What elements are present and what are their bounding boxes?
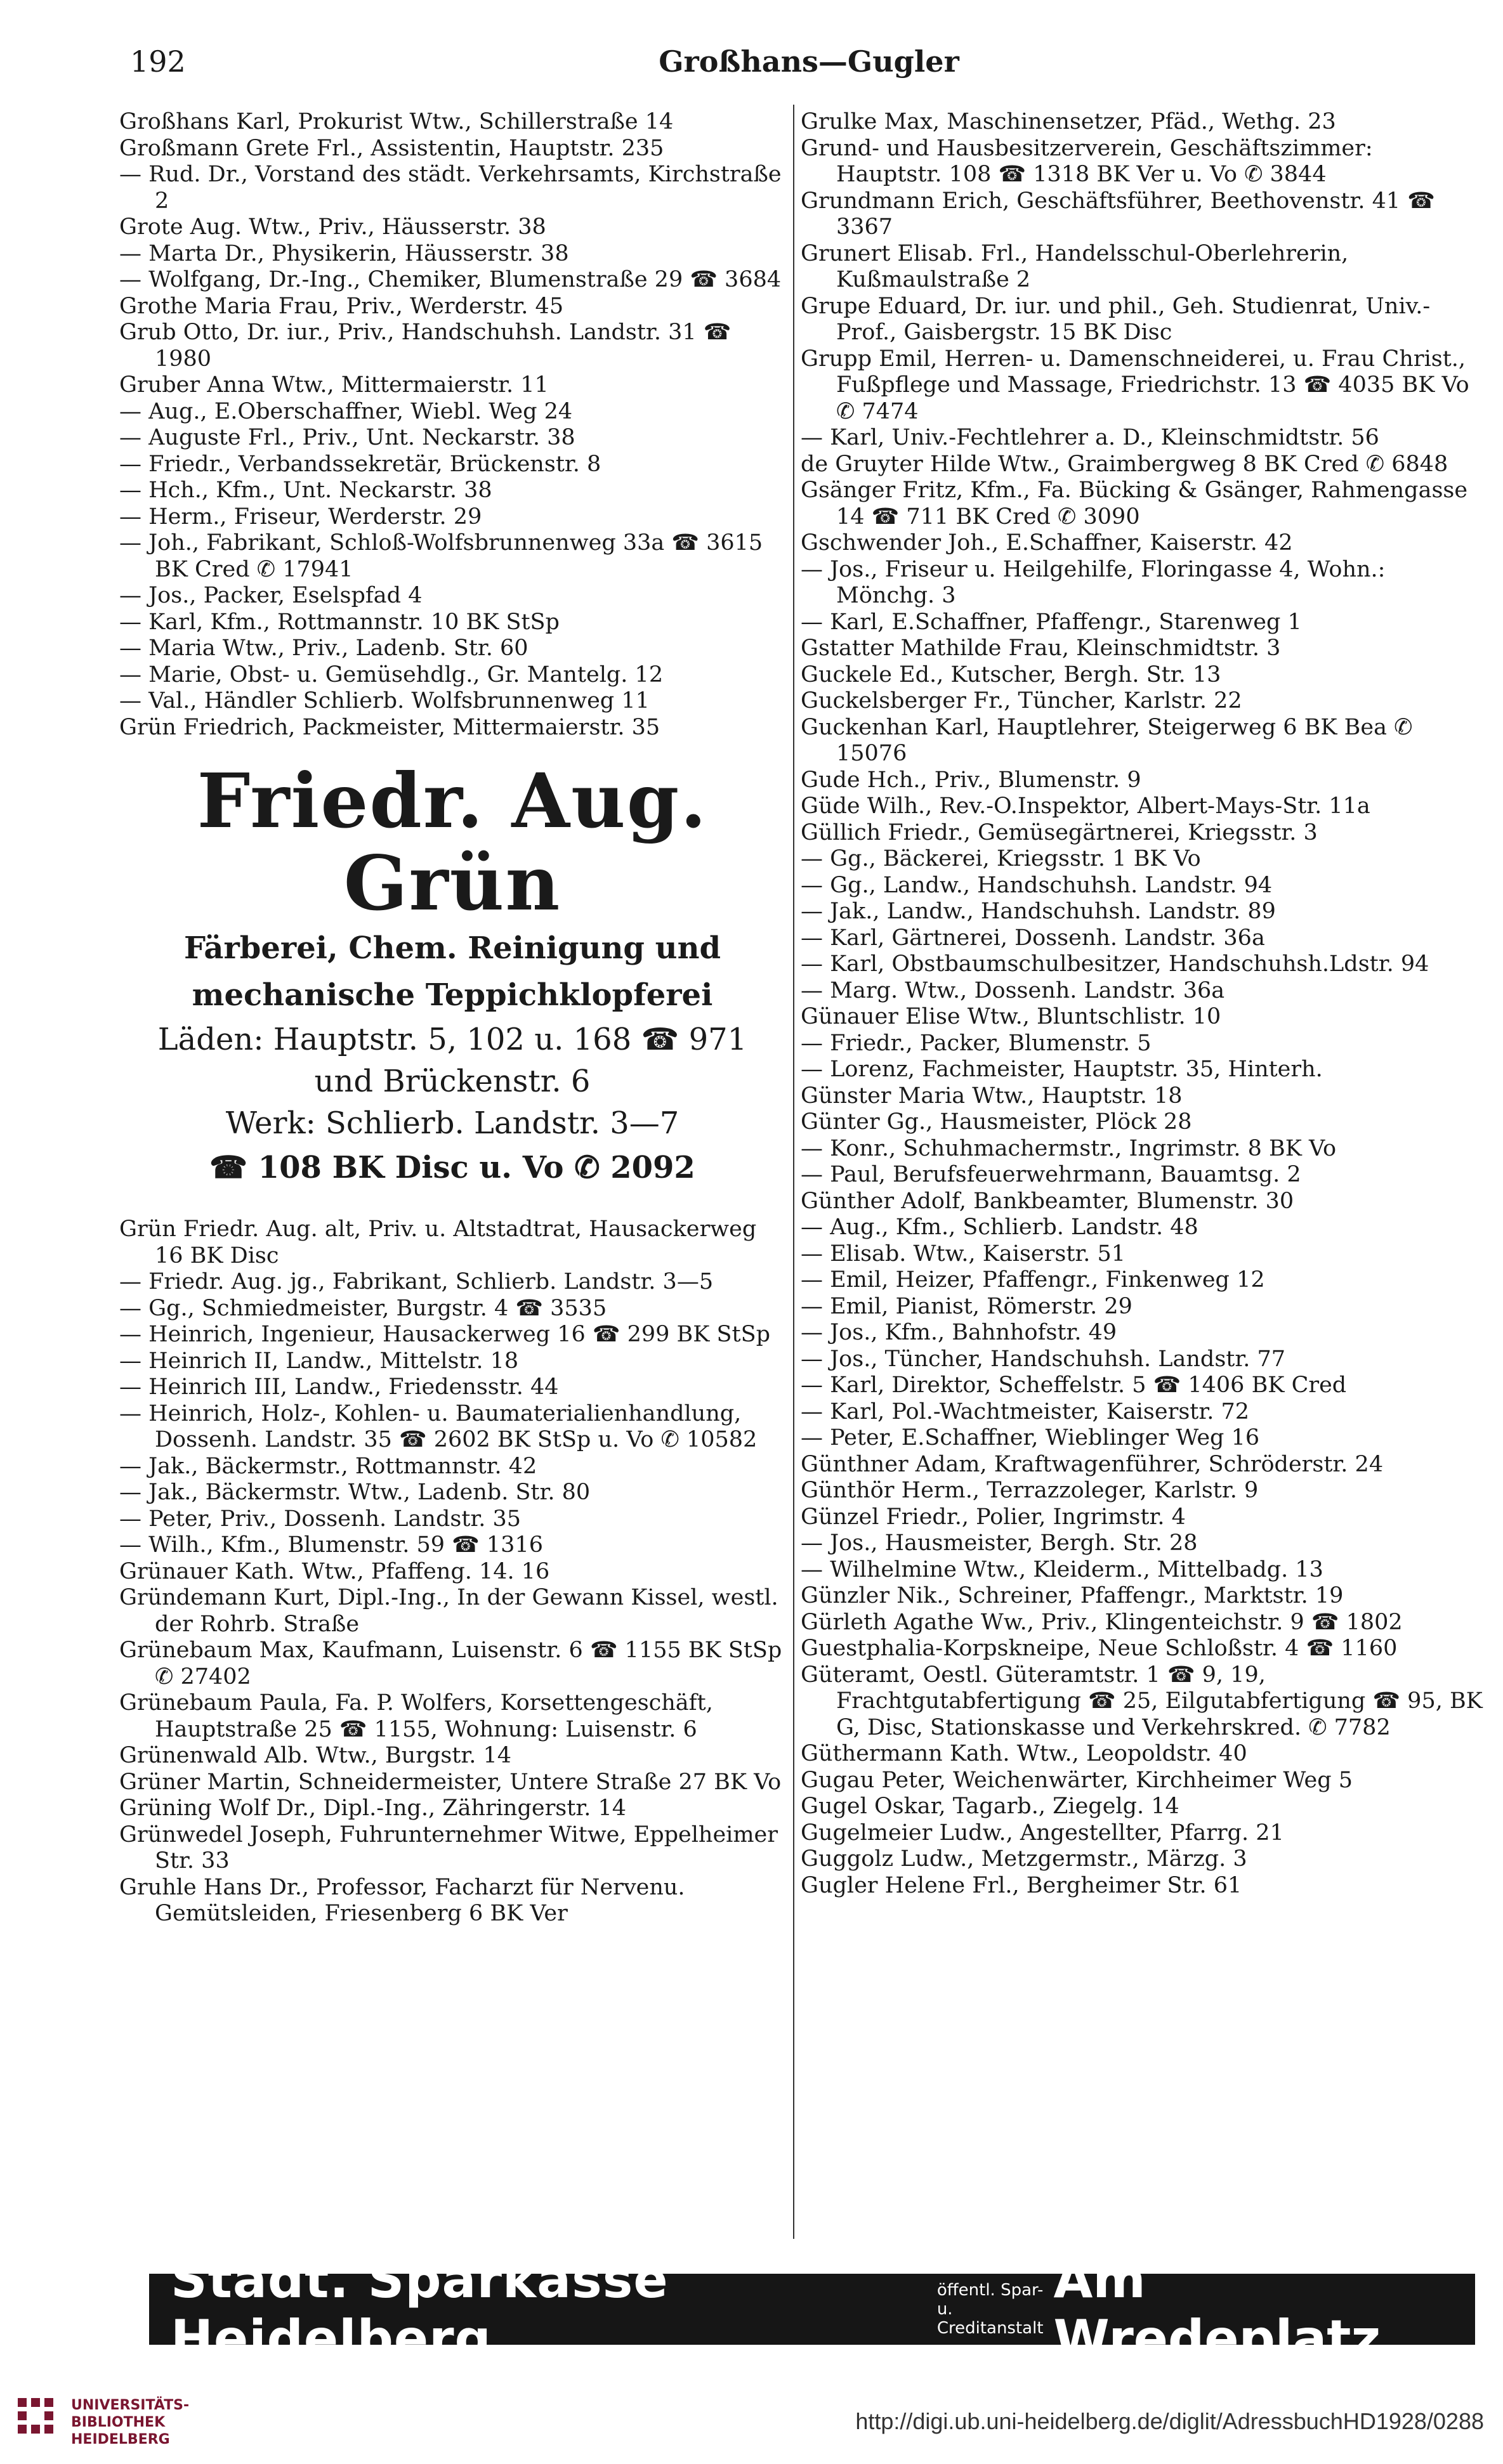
advertisement [119, 757, 785, 1191]
directory-entry: Gude Hch., Priv., Blumenstr. 9 [801, 767, 1141, 793]
directory-entry: Großhans Karl, Prokurist Wtw., Schillerstraße 14 [119, 109, 674, 134]
right-column [801, 109, 1483, 1899]
directory-entry: — Rud. Dr., Vorstand des städt. Verkehrsamts, Kirchstraße 2 [119, 162, 782, 214]
directory-entry: — Jak., Landw., Handschuhsh. Landstr. 89 [801, 899, 1276, 924]
directory-entry: Grulke Max, Maschinensetzer, Pfäd., Wethg. 23 [801, 109, 1336, 134]
directory-entry: Güthermann Kath. Wtw., Leopoldstr. 40 [801, 1741, 1247, 1766]
directory-entry: — Friedr. Aug. jg., Fabrikant, Schlierb. Landstr. 3—5 [119, 1269, 714, 1294]
directory-entry: Grünebaum Max, Kaufmann, Luisenstr. 6 ☎ 1155 BK StSp ✆ 27402 [119, 1638, 782, 1690]
banner-subtitle [937, 2281, 1054, 2338]
directory-entry: Guckele Ed., Kutscher, Bergh. Str. 13 [801, 662, 1221, 688]
directory-entry: — Karl, Gärtnerei, Dossenh. Landstr. 36a [801, 925, 1265, 951]
directory-entry: Grundmann Erich, Geschäftsführer, Beethovenstr. 41 ☎ 3367 [801, 188, 1435, 240]
left-bottom-entries [119, 1216, 785, 1927]
directory-entry: Grünenwald Alb. Wtw., Burgstr. 14 [119, 1743, 512, 1768]
directory-entry: — Wilhelmine Wtw., Kleiderm., Mittelbadg. 13 [801, 1556, 1323, 1582]
directory-entry: — Paul, Berufsfeuerwehrmann, Bauamtsg. 2 [801, 1162, 1301, 1187]
directory-entry: Grund- und Hausbesitzerverein, Geschäftszimmer: Hauptstr. 108 ☎ 1318 BK Ver u. Vo ✆ 3844 [801, 135, 1373, 187]
directory-entry: — Elisab. Wtw., Kaiserstr. 51 [801, 1241, 1126, 1267]
directory-entry: — Gg., Landw., Handschuhsh. Landstr. 94 [801, 872, 1273, 898]
directory-entry: Grün Friedr. Aug. alt, Priv. u. Altstadtrat, Hausackerweg 16 BK Disc [119, 1216, 757, 1268]
directory-entry: Günther Adolf, Bankbeamter, Blumenstr. 30 [801, 1188, 1294, 1214]
directory-entry: — Jos., Hausmeister, Bergh. Str. 28 [801, 1530, 1198, 1556]
directory-entry: Grupp Emil, Herren- u. Damenschneiderei, u. Frau Christ., Fußpflege und Massage, Friedrichstr. 13 ☎ 4035 BK Vo ✆ 7474 [801, 346, 1469, 424]
directory-entry: — Maria Wtw., Priv., Ladenb. Str. 60 [119, 636, 528, 661]
directory-entry: — Emil, Heizer, Pfaffengr., Finkenweg 12 [801, 1267, 1265, 1293]
column-divider [793, 105, 794, 2239]
directory-entry: — Karl, E.Schaffner, Pfaffengr., Starenweg 1 [801, 609, 1302, 635]
directory-entry: Guggolz Ludw., Metzgermstr., Märzg. 3 [801, 1846, 1247, 1872]
directory-entry: — Aug., E.Oberschaffner, Wiebl. Weg 24 [119, 398, 573, 424]
directory-entry: Gürleth Agathe Ww., Priv., Klingenteichstr. 9 ☎ 1802 [801, 1609, 1403, 1635]
directory-entry: — Val., Händler Schlierb. Wolfsbrunnenweg 11 [119, 688, 650, 714]
advert-line-2: mechanische Teppichklopferei [192, 977, 713, 1013]
directory-entry: Güteramt, Oestl. Güteramtstr. 1 ☎ 9, 19, Frachtgutabfertigung ☎ 25, Eilgutabfertigung ☎ 95, BK G, Disc, Stationskasse und Verkehrskred. ✆ 7782 [801, 1662, 1483, 1740]
directory-entry: Grünebaum Paula, Fa. P. Wolfers, Korsettengeschäft, Hauptstraße 25 ☎ 1155, Wohnung: Luisenstr. 6 [119, 1690, 713, 1742]
directory-entry: Grub Otto, Dr. iur., Priv., Handschuhsh. Landstr. 31 ☎ 1980 [119, 320, 732, 372]
directory-entry: — Aug., Kfm., Schlierb. Landstr. 48 [801, 1215, 1198, 1240]
banner-name: Städt. Sparkasse Heidelberg [171, 2250, 669, 2368]
directory-entry: — Emil, Pianist, Römerstr. 29 [801, 1293, 1132, 1319]
directory-entry: — Wolfgang, Dr.-Ing., Chemiker, Blumenstraße 29 ☎ 3684 [119, 267, 782, 292]
directory-entry: Gugler Helene Frl., Bergheimer Str. 61 [801, 1872, 1242, 1898]
library-name-line-1: UNIVERSITÄTS- [71, 2397, 190, 2413]
directory-entry: — Marg. Wtw., Dossenh. Landstr. 36a [801, 977, 1225, 1003]
directory-entry: Günzel Friedr., Polier, Ingrimstr. 4 [801, 1504, 1186, 1530]
advert-name: Friedr. Aug. Grün [197, 757, 708, 927]
directory-entry: Grünauer Kath. Wtw., Pfaffeng. 14. 16 [119, 1558, 550, 1584]
directory-entry: Guestphalia-Korpskneipe, Neue Schloßstr. 4 ☎ 1160 [801, 1636, 1398, 1661]
directory-entry: — Hch., Kfm., Unt. Neckarstr. 38 [119, 478, 492, 503]
library-logo-icon [13, 2393, 58, 2439]
directory-entry: Gugau Peter, Weichenwärter, Kirchheimer Weg 5 [801, 1767, 1353, 1793]
directory-entry: — Jak., Bäckermstr., Rottmannstr. 42 [119, 1453, 537, 1479]
directory-entry: — Gg., Schmiedmeister, Burgstr. 4 ☎ 3535 [119, 1295, 607, 1321]
left-top-entries [119, 109, 785, 741]
right-entries [801, 109, 1483, 1899]
directory-entry: — Heinrich II, Landw., Mittelstr. 18 [119, 1348, 519, 1374]
directory-entry: Grote Aug. Wtw., Priv., Häusserstr. 38 [119, 214, 546, 240]
left-column [119, 109, 785, 1927]
directory-entry: — Karl, Obstbaumschulbesitzer, Handschuhsh.Ldstr. 94 [801, 951, 1429, 977]
directory-entry: Grüning Wolf Dr., Dipl.-Ing., Zähringerstr. 14 [119, 1796, 627, 1821]
directory-entry: — Jos., Tüncher, Handschuhsh. Landstr. 77 [801, 1346, 1286, 1372]
directory-entry: Gschwender Joh., E.Schaffner, Kaiserstr. 42 [801, 530, 1293, 556]
directory-entry: Güde Wilh., Rev.-O.Inspektor, Albert-Mays-Str. 11a [801, 793, 1370, 819]
footer [0, 2382, 1503, 2451]
directory-entry: — Karl, Kfm., Rottmannstr. 10 BK StSp [119, 609, 560, 635]
directory-entry: — Jos., Kfm., Bahnhofstr. 49 [801, 1320, 1117, 1345]
advert-line-5: Werk: Schlierb. Landstr. 3—7 [225, 1105, 679, 1141]
directory-entry: Günthner Adam, Kraftwagenführer, Schröderstr. 24 [801, 1451, 1384, 1477]
advert-contact: ☎ 108 BK Disc u. Vo ✆ 2092 [209, 1150, 695, 1185]
directory-entry: Günster Maria Wtw., Hauptstr. 18 [801, 1083, 1183, 1109]
directory-entry: Günthör Herm., Terrazzoleger, Karlstr. 9 [801, 1478, 1259, 1503]
advert-line-4: und Brückenstr. 6 [314, 1064, 591, 1099]
directory-entry: Grunert Elisab. Frl., Handelsschul-Oberlehrerin, Kußmaulstraße 2 [801, 240, 1349, 292]
directory-entry: — Gg., Bäckerei, Kriegsstr. 1 BK Vo [801, 846, 1201, 871]
directory-entry: Gugelmeier Ludw., Angestellter, Pfarrg. 21 [801, 1820, 1284, 1846]
directory-entry: — Herm., Friseur, Werderstr. 29 [119, 504, 482, 530]
directory-entry: — Heinrich, Ingenieur, Hausackerweg 16 ☎ 299 BK StSp [119, 1322, 770, 1347]
directory-entry: Grupe Eduard, Dr. iur. und phil., Geh. Studienrat, Univ.-Prof., Gaisbergstr. 15 BK Disc [801, 293, 1431, 345]
directory-entry: — Jak., Bäckermstr. Wtw., Ladenb. Str. 80 [119, 1480, 591, 1505]
directory-entry: — Marta Dr., Physikerin, Häusserstr. 38 [119, 240, 569, 266]
directory-entry: Günauer Elise Wtw., Bluntschlistr. 10 [801, 1004, 1221, 1029]
directory-entry: — Wilh., Kfm., Blumenstr. 59 ☎ 1316 [119, 1532, 543, 1558]
directory-entry: — Joh., Fabrikant, Schloß-Wolfsbrunnenweg 33a ☎ 3615 BK Cred ✆ 17941 [119, 530, 763, 582]
library-name-line-3: HEIDELBERG [71, 2432, 170, 2448]
directory-entry: — Karl, Pol.-Wachtmeister, Kaiserstr. 72 [801, 1398, 1250, 1424]
directory-entry: — Konr., Schuhmachermstr., Ingrimstr. 8 BK Vo [801, 1135, 1337, 1161]
library-name-line-2: BIBLIOTHEK [71, 2415, 166, 2430]
source-url[interactable]: http://digi.ub.uni-heidelberg.de/diglit/AdressbuchHD1928/0288 [855, 2408, 1484, 2434]
directory-entry: Gruber Anna Wtw., Mittermaierstr. 11 [119, 372, 549, 398]
page-header [130, 44, 1488, 82]
directory-entry: — Peter, E.Schaffner, Wieblinger Weg 16 [801, 1425, 1260, 1450]
directory-entry: Günter Gg., Hausmeister, Plöck 28 [801, 1109, 1192, 1135]
directory-entry: Guckenhan Karl, Hauptlehrer, Steigerweg 6 BK Bea ✆ 15076 [801, 714, 1413, 766]
directory-entry: Grün Friedrich, Packmeister, Mittermaierstr. 35 [119, 714, 660, 740]
advert-line-1: Färberei, Chem. Reinigung und [183, 930, 721, 966]
directory-entry: — Heinrich III, Landw., Friedensstr. 44 [119, 1374, 559, 1400]
directory-entry: de Gruyter Hilde Wtw., Graimbergweg 8 BK Cred ✆ 6848 [801, 451, 1448, 477]
directory-entry: Grünwedel Joseph, Fuhrunternehmer Witwe, Eppelheimer Str. 33 [119, 1822, 778, 1874]
sparkasse-advert-banner [149, 2250, 1475, 2368]
directory-entry: — Jos., Packer, Eselspfad 4 [119, 583, 423, 608]
banner-subtitle-1: öffentl. Spar- u. [936, 2281, 1044, 2319]
directory-entry: — Heinrich, Holz-, Kohlen- u. Baumaterialienhandlung, Dossenh. Landstr. 35 ☎ 2602 BK StSp u. Vo ✆ 10582 [119, 1400, 758, 1452]
directory-entry: — Auguste Frl., Priv., Unt. Neckarstr. 38 [119, 425, 575, 450]
directory-entry: — Karl, Direktor, Scheffelstr. 5 ☎ 1406 BK Cred [801, 1372, 1347, 1398]
advert-line-3: Läden: Hauptstr. 5, 102 u. 168 ☎ 971 [157, 1022, 747, 1057]
directory-entry: — Lorenz, Fachmeister, Hauptstr. 35, Hinterh. [801, 1057, 1323, 1082]
directory-entry: — Jos., Friseur u. Heilgehilfe, Floringasse 4, Wohn.: Mönchg. 3 [801, 556, 1386, 608]
running-head: Großhans—Gugler [659, 44, 959, 79]
directory-entry: Gsänger Fritz, Kfm., Fa. Bücking & Gsänger, Rahmengasse 14 ☎ 711 BK Cred ✆ 3090 [801, 478, 1468, 530]
directory-entry: Günzler Nik., Schreiner, Pfaffengr., Marktstr. 19 [801, 1583, 1344, 1608]
directory-entry: — Friedr., Packer, Blumenstr. 5 [801, 1030, 1152, 1056]
directory-entry: Gstatter Mathilde Frau, Kleinschmidtstr. 3 [801, 636, 1281, 661]
directory-entry: Gründemann Kurt, Dipl.-Ing., In der Gewann Kissel, westl. der Rohrb. Straße [119, 1585, 778, 1637]
directory-entry: — Karl, Univ.-Fechtlehrer a. D., Kleinschmidtstr. 56 [801, 425, 1379, 450]
banner-place: Am Wredeplatz [1053, 2250, 1381, 2368]
banner-subtitle-2: Creditanstalt [936, 2319, 1044, 2338]
page-number: 192 [130, 44, 186, 79]
directory-entry: Grothe Maria Frau, Priv., Werderstr. 45 [119, 293, 564, 319]
directory-entry: — Friedr., Verbandssekretär, Brückenstr. 8 [119, 451, 601, 477]
directory-entry: Grüner Martin, Schneidermeister, Untere Straße 27 BK Vo [119, 1769, 782, 1795]
directory-entry: Guckelsberger Fr., Tüncher, Karlstr. 22 [801, 688, 1242, 714]
library-name [71, 2397, 189, 2448]
directory-entry: Großmann Grete Frl., Assistentin, Hauptstr. 235 [119, 135, 664, 161]
directory-entry: — Marie, Obst- u. Gemüsehdlg., Gr. Mantelg. 12 [119, 662, 664, 688]
directory-entry: — Peter, Priv., Dossenh. Landstr. 35 [119, 1506, 522, 1532]
directory-entry: Gruhle Hans Dr., Professor, Facharzt für Nervenu. Gemütsleiden, Friesenberg 6 BK Ver [119, 1874, 685, 1926]
directory-entry: Güllich Friedr., Gemüsegärtnerei, Kriegsstr. 3 [801, 819, 1318, 845]
directory-entry: Gugel Oskar, Tagarb., Ziegelg. 14 [801, 1794, 1179, 1819]
